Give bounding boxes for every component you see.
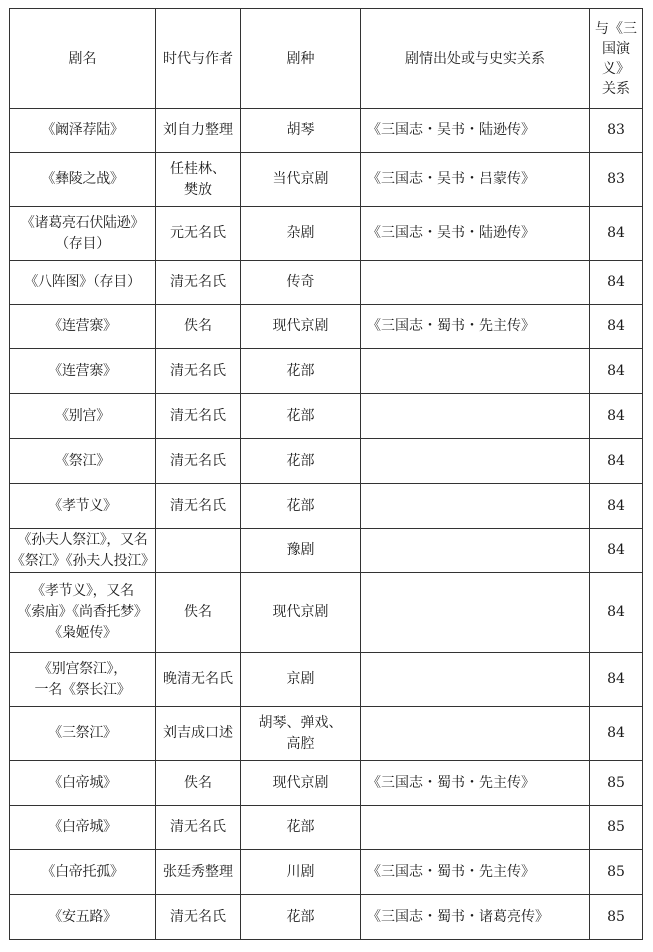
cell-chapter: 84 [590, 529, 643, 573]
cell-genre [241, 895, 361, 940]
cell-author [156, 850, 241, 895]
header-relation-line: 义》 [602, 60, 630, 77]
cell-name [10, 484, 156, 529]
cell-genre [241, 261, 361, 305]
cell-genre-line: 豫剧 [286, 542, 315, 558]
cell-source: 《三国志・吴书・吕蒙传》 [361, 153, 590, 207]
cell-author-line: 晚清无名氏 [163, 671, 233, 687]
cell-author-line: 清无名氏 [170, 362, 226, 379]
cell-chapter: 83 [590, 109, 643, 153]
cell-genre-line: 现代京剧 [272, 774, 329, 791]
cell-name [10, 394, 156, 439]
cell-source: 《三国志・吴书・陆逊传》 [361, 109, 590, 153]
cell-author-line: 刘自力整理 [163, 122, 233, 138]
cell-genre-line: 花部 [286, 452, 315, 469]
cell-name-line: 《连营寨》 [48, 318, 117, 334]
cell-author [156, 439, 241, 484]
cell-name-line: 《八阵图》（存目） [24, 274, 141, 290]
cell-author [156, 305, 241, 349]
cell-name [10, 653, 156, 707]
header-relation-line: 与《三 [595, 20, 637, 37]
cell-name [10, 707, 156, 761]
cell-source [361, 439, 590, 484]
cell-author [156, 261, 241, 305]
cell-source [361, 484, 590, 529]
cell-name [10, 153, 156, 207]
cell-author [156, 529, 241, 573]
table-row [10, 207, 643, 261]
cell-genre [241, 850, 361, 895]
cell-genre [241, 707, 361, 761]
cell-genre-line: 花部 [286, 908, 315, 925]
cell-name-line: 《索庙》《尚香托梦》 [17, 604, 148, 620]
cell-author [156, 207, 241, 261]
cell-name-line: 《枭姬传》 [48, 625, 117, 641]
cell-name [10, 529, 156, 573]
cell-author-line: 张廷秀整理 [163, 863, 233, 880]
header-row [10, 9, 643, 109]
cell-genre-line: 传奇 [286, 274, 315, 290]
cell-author [156, 109, 241, 153]
cell-author-line: 樊放 [184, 181, 212, 198]
table-row [10, 349, 643, 394]
cell-genre-line: 花部 [286, 819, 315, 835]
cell-chapter: 85 [590, 806, 643, 850]
cell-name-line: 《彝陵之战》 [41, 171, 124, 187]
cell-name-line: 《白帝城》 [48, 774, 117, 791]
header-relation [590, 9, 643, 109]
cell-genre-line: 现代京剧 [272, 318, 329, 334]
cell-genre [241, 305, 361, 349]
cell-genre [241, 207, 361, 261]
cell-author-line: 清无名氏 [170, 497, 226, 514]
header-name: 剧名 [10, 9, 156, 109]
cell-author [156, 349, 241, 394]
cell-chapter: 84 [590, 207, 643, 261]
cell-genre-line: 高腔 [286, 735, 315, 752]
cell-author-line: 元无名氏 [170, 225, 226, 241]
cell-author-line: 清无名氏 [170, 274, 226, 290]
cell-genre [241, 439, 361, 484]
header-source: 剧情出处或与史实关系 [361, 9, 590, 109]
cell-source [361, 261, 590, 305]
cell-chapter: 84 [590, 261, 643, 305]
table-row [10, 895, 643, 940]
cell-source: 《三国志・蜀书・先主传》 [361, 305, 590, 349]
cell-name-line: 一名《祭长江》 [34, 681, 131, 698]
header-era-author: 时代与作者 [156, 9, 241, 109]
cell-genre [241, 653, 361, 707]
cell-author-line: 佚名 [184, 774, 212, 791]
cell-name [10, 305, 156, 349]
cell-source [361, 707, 590, 761]
cell-genre-line: 杂剧 [286, 225, 315, 241]
cell-name-line: 《阚泽荐陆》 [41, 122, 124, 138]
cell-name-line: 《白帝城》 [48, 819, 117, 835]
cell-chapter: 84 [590, 394, 643, 439]
cell-source [361, 806, 590, 850]
cell-author-line: 清无名氏 [170, 452, 226, 469]
cell-source [361, 349, 590, 394]
cell-name-line: 《诸葛亮石伏陆逊》 [20, 214, 145, 231]
cell-author [156, 394, 241, 439]
cell-name-line: 《连营寨》 [48, 362, 117, 379]
cell-name-line: 《白帝托孤》 [41, 863, 124, 880]
cell-author-line: 佚名 [184, 318, 212, 334]
cell-genre [241, 394, 361, 439]
cell-name-line: 《孙夫人祭江》，又名 [17, 531, 148, 548]
cell-genre [241, 529, 361, 573]
cell-name [10, 806, 156, 850]
cell-author-line: 任桂林、 [170, 160, 226, 177]
cell-genre [241, 484, 361, 529]
cell-name [10, 349, 156, 394]
cell-author [156, 653, 241, 707]
cell-genre-line: 胡琴、弹戏、 [258, 714, 343, 731]
cell-genre [241, 761, 361, 806]
cell-author [156, 806, 241, 850]
table-row [10, 394, 643, 439]
cell-author-line: 清无名氏 [170, 819, 226, 835]
cell-author [156, 707, 241, 761]
cell-chapter: 84 [590, 305, 643, 349]
cell-name [10, 439, 156, 484]
cell-source [361, 529, 590, 573]
header-relation-line: 国演 [602, 40, 630, 57]
table-row [10, 305, 643, 349]
table-row [10, 761, 643, 806]
cell-chapter: 85 [590, 761, 643, 806]
cell-source [361, 573, 590, 653]
cell-chapter: 84 [590, 573, 643, 653]
cell-name-line: 《三祭江》 [48, 725, 117, 741]
cell-genre [241, 109, 361, 153]
table-row [10, 261, 643, 305]
table-row [10, 707, 643, 761]
cell-author [156, 573, 241, 653]
cell-chapter: 84 [590, 707, 643, 761]
cell-author-line: 清无名氏 [170, 407, 226, 424]
cell-genre-line: 现代京剧 [272, 604, 329, 620]
cell-name [10, 261, 156, 305]
cell-author-line: 刘吉成口述 [163, 725, 233, 741]
table-row [10, 573, 643, 653]
cell-name [10, 895, 156, 940]
cell-source: 《三国志・蜀书・诸葛亮传》 [361, 895, 590, 940]
cell-author-line: 清无名氏 [170, 908, 226, 925]
cell-genre [241, 349, 361, 394]
opera-table [9, 8, 643, 940]
cell-genre [241, 573, 361, 653]
table-row [10, 153, 643, 207]
cell-name-line: 《孝节义》 [48, 497, 117, 514]
table-row [10, 806, 643, 850]
cell-genre-line: 京剧 [286, 671, 315, 687]
header-relation-line: 关系 [602, 80, 630, 97]
cell-source [361, 653, 590, 707]
cell-author [156, 484, 241, 529]
header-genre: 剧种 [241, 9, 361, 109]
cell-genre-line: 川剧 [286, 863, 315, 880]
cell-chapter: 84 [590, 653, 643, 707]
cell-name [10, 850, 156, 895]
cell-name [10, 573, 156, 653]
table-row [10, 850, 643, 895]
cell-source: 《三国志・蜀书・先主传》 [361, 850, 590, 895]
cell-name [10, 207, 156, 261]
cell-name [10, 109, 156, 153]
table-row [10, 439, 643, 484]
table-row [10, 484, 643, 529]
cell-genre-line: 花部 [286, 407, 315, 424]
cell-source: 《三国志・蜀书・先主传》 [361, 761, 590, 806]
cell-genre-line: 胡琴 [286, 122, 315, 138]
cell-chapter: 83 [590, 153, 643, 207]
cell-name-line: 《祭江》 [55, 452, 110, 469]
cell-genre-line: 花部 [286, 362, 315, 379]
cell-chapter: 85 [590, 895, 643, 940]
cell-genre-line: 花部 [286, 497, 315, 514]
cell-chapter: 84 [590, 484, 643, 529]
cell-author [156, 153, 241, 207]
table-row [10, 109, 643, 153]
cell-author-line: 佚名 [184, 604, 212, 620]
cell-author [156, 761, 241, 806]
cell-name-line: 《祭江》《孙夫人投江》 [11, 552, 155, 569]
cell-name-line: 《别宫》 [55, 407, 110, 424]
cell-genre [241, 153, 361, 207]
table-row [10, 653, 643, 707]
table-body [10, 109, 643, 940]
cell-chapter: 84 [590, 439, 643, 484]
cell-name [10, 761, 156, 806]
cell-genre [241, 806, 361, 850]
cell-chapter: 84 [590, 349, 643, 394]
cell-source [361, 394, 590, 439]
cell-name-line: 《孝节义》，又名 [31, 583, 134, 599]
cell-genre-line: 当代京剧 [272, 171, 329, 187]
cell-name-line: 《安五路》 [48, 908, 117, 925]
cell-name-line: （存目） [55, 235, 110, 252]
cell-source: 《三国志・吴书・陆逊传》 [361, 207, 590, 261]
cell-name-line: 《别宫祭江》， [38, 660, 127, 677]
cell-chapter: 85 [590, 850, 643, 895]
table-row [10, 529, 643, 573]
cell-author [156, 895, 241, 940]
